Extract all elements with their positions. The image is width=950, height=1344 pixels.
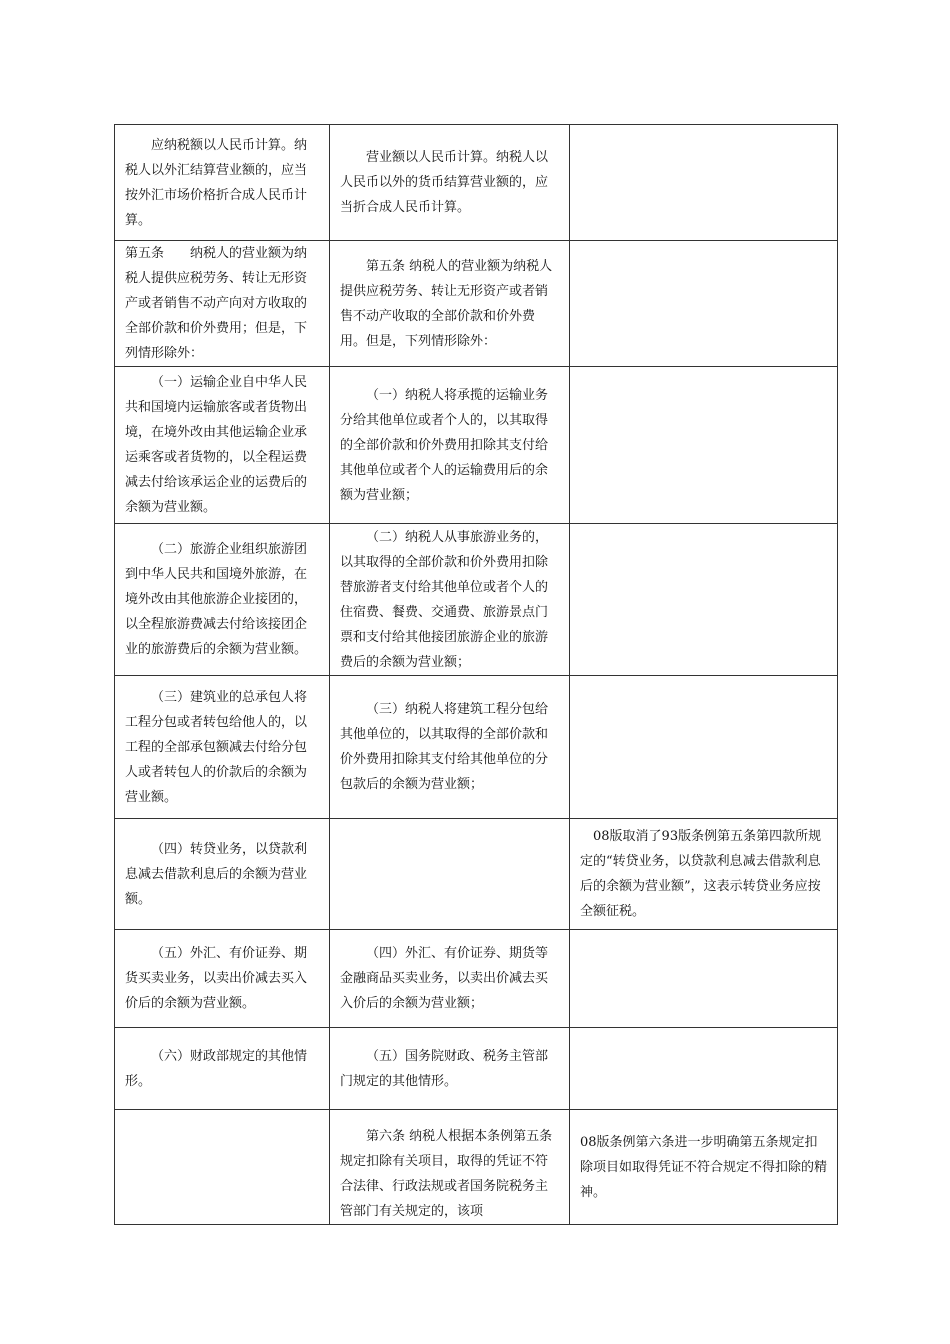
cell-1993-text: （二）旅游企业组织旅游团到中华人民共和国境外旅游，在境外改由其他旅游企业接团的，以全程旅游费减去付给该接团企业的旅游费后的余额为营业额。	[115, 524, 330, 676]
cell-1993-text: （五）外汇、有价证券、期货买卖业务，以卖出价减去买入价后的余额为营业额。	[115, 930, 330, 1028]
cell-comment	[570, 125, 838, 241]
table-row	[115, 241, 838, 367]
cell-1993-text: （六）财政部规定的其他情形。	[115, 1028, 330, 1110]
cell-2008-text: 第五条 纳税人的营业额为纳税人提供应税劳务、转让无形资产或者销售不动产收取的全部价款和价外费用。但是，下列情形除外：	[330, 241, 570, 367]
cell-comment	[570, 524, 838, 676]
table-row	[115, 524, 838, 676]
cell-2008-text: 营业额以人民币计算。纳税人以人民币以外的货币结算营业额的，应当折合成人民币计算。	[330, 125, 570, 241]
table-row	[115, 819, 838, 930]
cell-1993-text: 应纳税额以人民币计算。纳税人以外汇结算营业额的，应当按外汇市场价格折合成人民币计算。	[115, 125, 330, 241]
comparison-table	[114, 124, 838, 1225]
cell-2008-text: （一）纳税人将承揽的运输业务分给其他单位或者个人的，以其取得的全部价款和价外费用扣除其支付给其他单位或者个人的运输费用后的余额为营业额；	[330, 367, 570, 524]
cell-comment	[570, 930, 838, 1028]
cell-comment	[570, 676, 838, 819]
table-row	[115, 125, 838, 241]
cell-2008-text: （二）纳税人从事旅游业务的，以其取得的全部价款和价外费用扣除替旅游者支付给其他单位或者个人的住宿费、餐费、交通费、旅游景点门票和支付给其他接团旅游企业的旅游费后的余额为营业额；	[330, 524, 570, 676]
cell-comment: 08版取消了93版条例第五条第四款所规定的“转贷业务，以贷款利息减去借款利息后的余额为营业额”，这表示转贷业务应按全额征税。	[570, 819, 838, 930]
cell-1993-text: 第五条 纳税人的营业额为纳税人提供应税劳务、转让无形资产或者销售不动产向对方收取的全部价款和价外费用；但是，下列情形除外：	[115, 241, 330, 367]
table-row	[115, 1028, 838, 1110]
table-row	[115, 367, 838, 524]
cell-comment	[570, 1028, 838, 1110]
table-row	[115, 1110, 838, 1225]
cell-1993-text: （三）建筑业的总承包人将工程分包或者转包给他人的，以工程的全部承包额减去付给分包人或者转包人的价款后的余额为营业额。	[115, 676, 330, 819]
cell-2008-text: （三）纳税人将建筑工程分包给其他单位的，以其取得的全部价款和价外费用扣除其支付给其他单位的分包款后的余额为营业额；	[330, 676, 570, 819]
cell-1993-text	[115, 1110, 330, 1225]
cell-1993-text: （一）运输企业自中华人民共和国境内运输旅客或者货物出境，在境外改由其他运输企业承运乘客或者货物的，以全程运费减去付给该承运企业的运费后的余额为营业额。	[115, 367, 330, 524]
cell-comment: 08版条例第六条进一步明确第五条规定扣除项目如取得凭证不符合规定不得扣除的精神。	[570, 1110, 838, 1225]
table-row	[115, 676, 838, 819]
cell-comment	[570, 241, 838, 367]
cell-1993-text: （四）转贷业务，以贷款利息减去借款利息后的余额为营业额。	[115, 819, 330, 930]
cell-comment	[570, 367, 838, 524]
table-row	[115, 930, 838, 1028]
cell-2008-text: （四）外汇、有价证券、期货等金融商品买卖业务，以卖出价减去买入价后的余额为营业额；	[330, 930, 570, 1028]
cell-2008-text	[330, 819, 570, 930]
cell-2008-text: （五）国务院财政、税务主管部门规定的其他情形。	[330, 1028, 570, 1110]
cell-2008-text: 第六条 纳税人根据本条例第五条规定扣除有关项目，取得的凭证不符合法律、行政法规或者国务院税务主管部门有关规定的，该项	[330, 1110, 570, 1225]
